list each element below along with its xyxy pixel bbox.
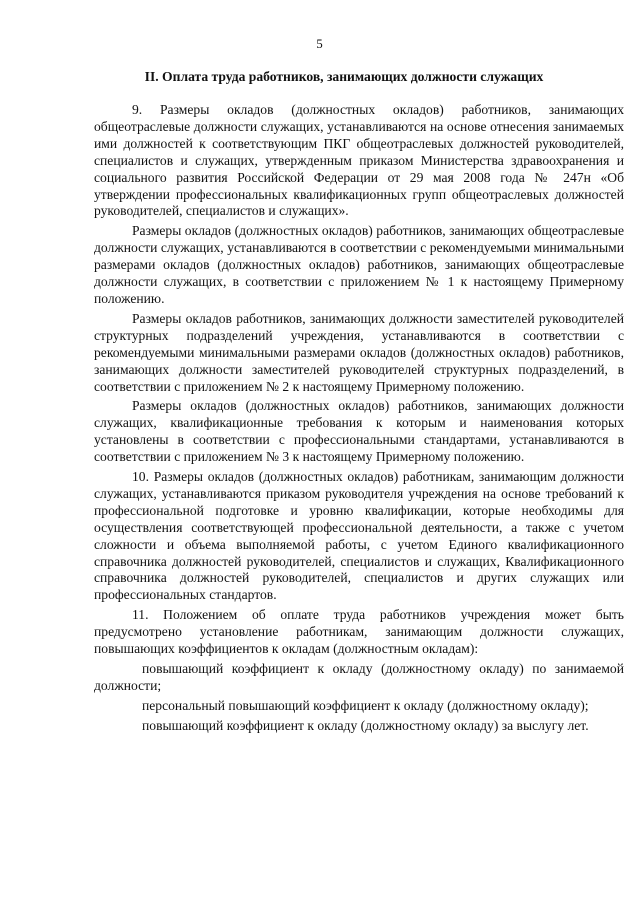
paragraph-general-positions: Размеры окладов (должностных окладов) работников, занимающих общеотраслевые должности служащих, устанавливаются в соответствии с рекомендуемыми минимальными размерами окладов (должностных окладов) работников, занимающих общеотраслевые должности служащих, в соответствии с приложением № 1 к настоящему Примерному положению. <box>94 223 624 306</box>
list-item-coefficient-position: повышающий коэффициент к окладу (должностному окладу) по занимаемой должности; <box>94 661 624 693</box>
section-title: II. Оплата труда работников, занимающих должности служащих <box>144 69 544 84</box>
page-number: 5 <box>316 36 323 51</box>
paragraph-professional-standards: Размеры окладов (должностных окладов) работников, занимающих должности служащих, квалификационные требования к которым и наименования которых установлены в соответствии с профессиональными стандартами, устанавливаются в соответствии с приложением № 3 к настоящему Примерному положению. <box>94 398 624 465</box>
paragraph-deputy-heads: Размеры окладов работников, занимающих должности заместителей руководителей структурных подразделений учреждения, устанавливаются в соответствии с рекомендуемыми минимальными размерами окладов (должностных окладов) работников, занимающих должности заместителей руководителей структурных подразделений, в соответствии с приложением № 2 к настоящему Примерному положению. <box>94 310 624 394</box>
document-body <box>94 102 624 735</box>
paragraph-10: 10. Размеры окладов (должностных окладов) работникам, занимающим должности служащих, устанавливаются приказом руководителя учреждения на основе требований к профессиональной подготовке и уровню квалификации, которые необходимы для осуществления соответствующей профессиональной деятельности, а также с учетом сложности и объема выполняемой работы, с учетом Единого квалификационного справочника должностей руководителей, специалистов и служащих, Квалификационного справочника должностей руководителей, специалистов и других служащих или профессиональных стандартов. <box>94 469 624 603</box>
list-item-coefficient-seniority: повышающий коэффициент к окладу (должностному окладу) за выслугу лет. <box>142 717 589 733</box>
list-item-coefficient-personal: персональный повышающий коэффициент к окладу (должностному окладу); <box>142 697 589 713</box>
paragraph-11: 11. Положением об оплате труда работников учреждения может быть предусмотрено установление работникам, занимающим должности служащих, повышающих коэффициентов к окладам (должностным окладам): <box>94 607 624 657</box>
paragraph-9: 9. Размеры окладов (должностных окладов) работников, занимающих общеотраслевые должности служащих, устанавливаются на основе отнесения занимаемых ими должностей к соответствующим ПКГ общеотраслевых должностей руководителей, специалистов и служащих, утвержденным приказом Министерства здравоохранения и социального развития Российской Федерации от 29 мая 2008 года № 247н «Об утверждении профессиональных квалификационных групп общеотраслевых должностей руководителей, специалистов и служащих». <box>94 102 624 219</box>
